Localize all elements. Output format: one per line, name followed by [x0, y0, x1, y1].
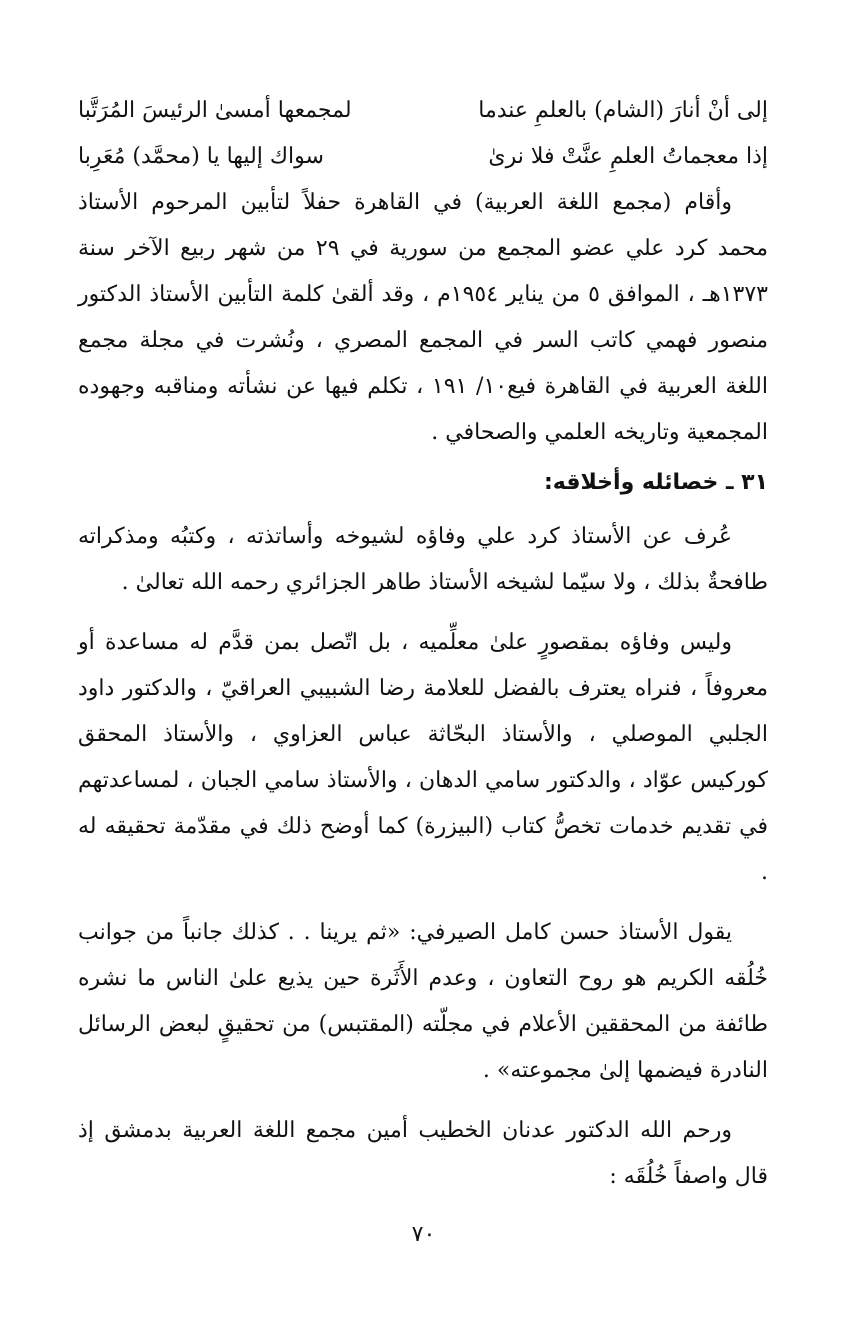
paragraph-gratitude: وليس وفاؤه بمقصورٍ علىٰ معلِّميه ، بل اتّصل بمن قدَّم له مساعدة أو معروفاً ، فنراه يعترف بالفضل للعلامة رضا الشبيبي العراقيّ ، والدكتور داود الجلبي الموصلي ، والأستاذ البحّاثة عباس العزاوي ، والأستاذ المحقق كوركيس عوّاد ، والدكتور سامي الدهان ، والأستاذ سامي الجبان ، لمساعدتهم في تقديم خدمات تخصُّ كتاب (البيزرة) كما أوضح ذلك في مقدّمة تحقيقه له .: [78, 630, 768, 885]
poem-verse-2: [78, 134, 768, 180]
paragraph-loyalty: عُرف عن الأستاذ كرد علي وفاؤه لشيوخه وأساتذته ، وكتبُه ومذكراته طافحةٌ بذلك ، ولا سيّما لشيخه الأستاذ طاهر الجزائري رحمه الله تعالىٰ .: [78, 524, 768, 595]
page-number: ٧٠: [411, 1222, 436, 1247]
paragraph-khatib: ورحم الله الدكتور عدنان الخطيب أمين مجمع اللغة العربية بدمشق إذ قال واصفاً خُلُقَه :: [78, 1118, 768, 1189]
poem-verse-1: [78, 88, 768, 134]
verse-2-first-hemistich: إذا معجماتُ العلمِ عنَّتْ فلا نرىٰ: [488, 144, 768, 169]
verse-1-second-hemistich: لمجمعها أمسىٰ الرئيسَ المُرَتَّبا: [78, 98, 352, 123]
paragraph-quote-sayrafi: يقول الأستاذ حسن كامل الصيرفي: «ثم يرينا . . كذلك جانباً من جوانب خُلُقه الكريم هو روح التعاون ، وعدم الأَثَرة حين يذيع علىٰ الناس ما نشره طائفة من المحققين الأعلام في مجلّته (المقتبس) من تحقيقٍ لبعض الرسائل النادرة فيضمها إلىٰ مجموعته» .: [78, 920, 768, 1083]
book-page: [78, 88, 768, 1200]
verse-1-first-hemistich: إلى أنْ أنارَ (الشام) بالعلمِ عندما: [478, 98, 768, 123]
paragraph-memorial: وأقام (مجمع اللغة العربية) في القاهرة حفلاً لتأبين المرحوم الأستاذ محمد كرد علي عضو المجمع من سورية في ٢٩ من شهر ربيع الآخر سنة ١٣٧٣هـ ، الموافق ٥ من يناير ١٩٥٤م ، وقد ألقىٰ كلمة التأبين الأستاذ الدكتور منصور فهمي كاتب السر في المجمع المصري ، ونُشرت في مجلة مجمع اللغة العربية في القاهرة فيع١٠/ ١٩١ ، تكلم فيها عن نشأته ومناقبه وجهوده المجمعية وتاريخه العلمي والصحافي .: [78, 190, 769, 445]
section-heading: ٣١ ـ خصائله وأخلاقه:: [543, 470, 768, 495]
verse-2-second-hemistich: سواك إليها يا (محمَّد) مُعَرِبا: [78, 144, 324, 169]
